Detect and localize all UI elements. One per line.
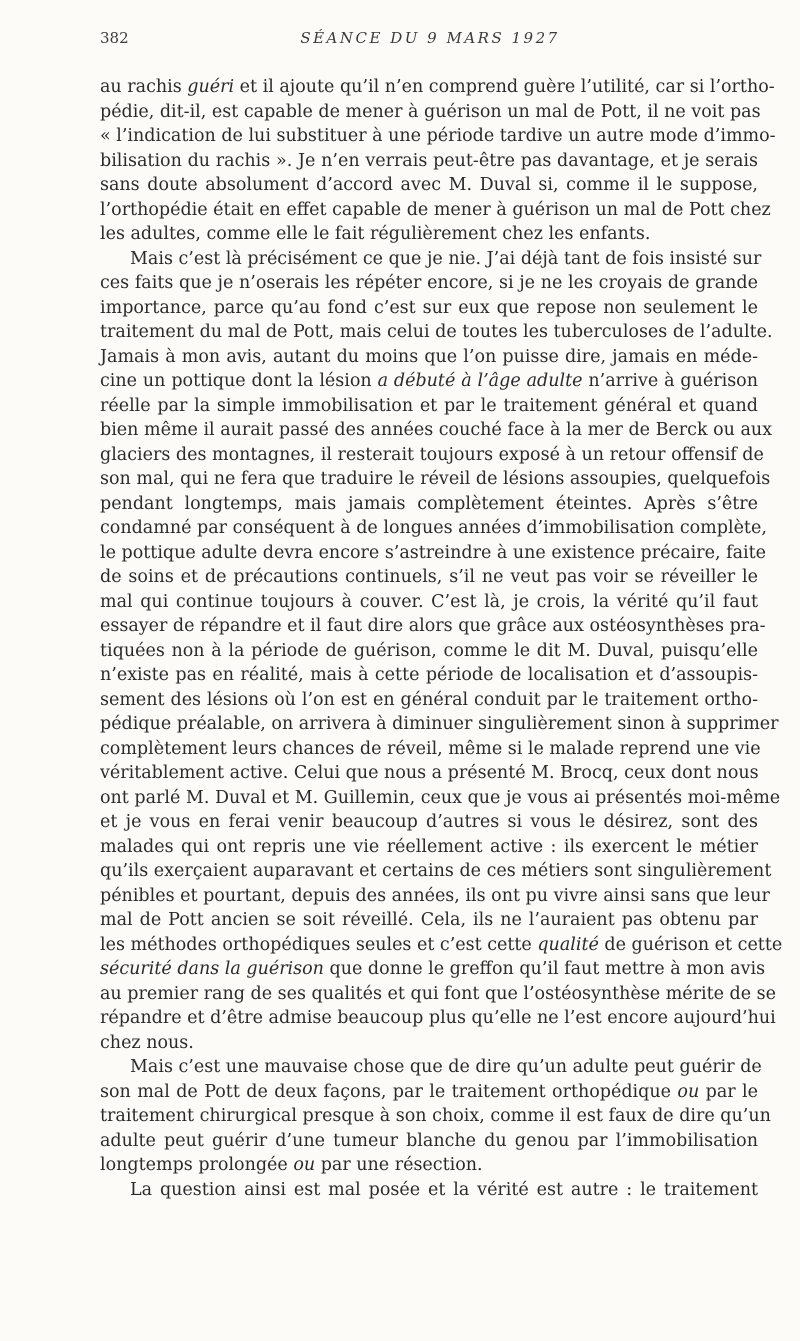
body-text [100, 75, 783, 1202]
text-span: chez nous. [100, 1032, 194, 1053]
text-line [100, 247, 762, 272]
text-line [100, 884, 770, 909]
running-head [100, 29, 760, 53]
text-line [100, 982, 777, 1007]
text-line [100, 418, 773, 443]
text-line [100, 712, 779, 737]
text-span: La question ainsi est mal posée et la vérité est autre : le traitement [130, 1179, 758, 1200]
text-span: l’orthopédie était en effet capable de mener à guérison un mal de Pott chez [100, 199, 771, 220]
text-line [100, 541, 767, 566]
text-span: adulte peut guérir d’une tumeur blanche du genou par l’immobilisation [100, 1130, 758, 1151]
text-span: de soins et de précautions continuels, s’il ne veut pas voir se réveiller le [100, 567, 758, 587]
text-span: le pottique adulte devra encore s’astreindre à une existence précaire, faite [100, 542, 767, 563]
text-span: n’existe pas en réalité, mais à cette période de localisation et d’assoupis- [100, 665, 758, 685]
text-line [100, 663, 758, 688]
text-line [100, 1055, 762, 1080]
text-span: longtemps prolongée [100, 1155, 294, 1175]
text-line [100, 394, 758, 419]
text-line [100, 443, 764, 468]
text-span: importance, parce qu’au fond c’est sur eux que repose non seulement le [100, 297, 758, 318]
text-span: pendant longtemps, mais jamais complètement éteintes. Après s’être [100, 493, 758, 514]
italic-text: qualité [537, 934, 599, 955]
text-line [100, 1104, 771, 1129]
text-line [100, 957, 766, 982]
text-line [100, 1129, 758, 1154]
text-span: condamné par conséquent à de longues années d’immobilisation complète, [100, 518, 767, 538]
text-span: pénibles et pourtant, depuis des années, ils ont pu vivre ainsi sans que leur [100, 885, 770, 906]
text-line [100, 173, 758, 198]
page-number: 382 [100, 29, 129, 47]
text-line [100, 516, 767, 541]
text-line [100, 271, 758, 296]
italic-text: sécurité dans la guérison [100, 959, 324, 979]
text-line [100, 296, 758, 321]
text-line [100, 198, 771, 223]
text-span: et il ajoute qu’il n’en comprend guère l’utilité, car si l’ortho- [234, 77, 775, 97]
text-line [100, 100, 761, 125]
text-line [100, 1178, 758, 1203]
text-span: les méthodes orthopédiques seules et c’est cette [100, 934, 538, 955]
text-span: répandre et d’être admise beaucoup plus qu’elle ne l’est encore aujourd’hui [100, 1008, 776, 1028]
text-span: malades qui ont repris une vie réellement active : ils exercent le métier [100, 836, 758, 857]
text-span: traitement du mal de Pott, mais celui de toutes les tuberculoses de l’adulte. [100, 322, 773, 342]
text-span: traitement chirurgical presque à son choix, comme il est faux de dire qu’un [100, 1106, 771, 1126]
text-span: par le [699, 1081, 758, 1102]
text-span: bilisation du rachis ». Je n’en verrais peut-être pas davantage, et je serais [100, 150, 758, 171]
text-span: glaciers des montagnes, il resterait toujours exposé à un retour offensif de [100, 444, 764, 465]
text-line [100, 786, 781, 811]
text-span: ces faits que je n’oserais les répéter encore, si je ne les croyais de grande [100, 273, 758, 293]
text-span: qu’ils exerçaient auparavant et certains de ces métiers sont singulièrement [100, 861, 772, 881]
text-line [100, 369, 758, 394]
text-line [100, 124, 776, 149]
text-span: sans doute absolument d’accord avec M. Duval si, comme il le suppose, [100, 175, 758, 195]
text-span: son mal, qui ne fera que traduire le réveil de lésions assoupies, quelquefois [100, 469, 771, 489]
text-line [100, 1031, 758, 1056]
italic-text: guéri [187, 77, 235, 97]
text-span: que donne le greffon qu’il faut mettre à mon avis [323, 959, 766, 979]
text-span: au premier rang de ses qualités et qui font que l’ostéosynthèse mérite de se [100, 983, 777, 1004]
text-span: pédique préalable, on arrivera à diminuer singulièrement sinon à supprimer [100, 714, 779, 734]
text-span: cine un pottique dont la lésion [100, 371, 378, 391]
italic-text: ou [293, 1155, 316, 1175]
text-line [100, 933, 783, 958]
text-line [100, 908, 758, 933]
text-span: Jamais à mon avis, autant du moins que l’on puisse dire, jamais en méde- [100, 346, 758, 367]
text-line [100, 1006, 776, 1031]
text-span: bien même il aurait passé des années couché face à la mer de Berck ou aux [100, 420, 773, 440]
text-span: véritablement active. Celui que nous a présenté M. Brocq, ceux dont nous [100, 763, 759, 783]
text-line [100, 737, 761, 762]
text-line [100, 222, 758, 247]
text-span: tiquées non à la période de guérison, comme le dit M. Duval, puisqu’elle [100, 640, 758, 661]
text-line [100, 565, 758, 590]
text-line [100, 639, 758, 664]
text-span: au rachis [100, 77, 188, 97]
text-span: et je vous en ferai venir beaucoup d’autres si vous le désirez, sont des [100, 812, 758, 832]
text-span: réelle par la simple immobilisation et par le traitement général et quand [100, 395, 758, 416]
text-span: de guérison et cette [598, 934, 783, 955]
text-span: essayer de répandre et il faut dire alors que grâce aux ostéosynthèses pra- [100, 616, 766, 636]
text-span: les adultes, comme elle le fait régulièrement chez les enfants. [100, 224, 651, 244]
text-line [100, 835, 758, 860]
text-span: pédie, dit-il, est capable de mener à guérison un mal de Pott, il ne voit pas [100, 101, 761, 122]
italic-text: a débuté à l’âge adulte [377, 371, 583, 391]
text-span: Mais c’est une mauvaise chose que de dire qu’un adulte peut guérir de [130, 1057, 762, 1077]
text-span: son mal de Pott de deux façons, par le traitement orthopédique [100, 1081, 678, 1102]
text-line [100, 810, 758, 835]
text-line [100, 590, 758, 615]
text-span: ont parlé M. Duval et M. Guillemin, ceux que je vous ai présentés moi-même [100, 787, 781, 808]
text-span: « l’indication de lui substituer à une période tardive un autre mode d’immo- [100, 126, 776, 146]
text-span: sement des lésions où l’on est en général conduit par le traitement ortho- [100, 689, 758, 710]
text-line [100, 761, 758, 786]
text-line [100, 859, 772, 884]
text-line [100, 75, 775, 100]
text-line [100, 149, 758, 174]
text-span: mal de Pott ancien se soit réveillé. Cela, ils ne l’auraient pas obtenu par [100, 910, 758, 930]
text-line [100, 320, 773, 345]
text-line [100, 688, 758, 713]
running-title: SÉANCE DU 9 MARS 1927 [300, 29, 560, 47]
text-span: n’arrive à guérison [582, 371, 758, 391]
text-line [100, 345, 758, 370]
text-line [100, 492, 758, 517]
text-span: par une résection. [315, 1155, 483, 1175]
italic-text: ou [677, 1081, 700, 1102]
text-line [100, 467, 771, 492]
text-line [100, 614, 766, 639]
text-span: mal qui continue toujours à couver. C’est là, je crois, la vérité qu’il faut [100, 591, 758, 612]
text-line [100, 1153, 758, 1178]
text-span: Mais c’est là précisément ce que je nie. J’ai déjà tant de fois insisté sur [130, 248, 762, 269]
text-span: complètement leurs chances de réveil, même si le malade reprend une vie [100, 738, 761, 759]
text-line [100, 1080, 758, 1105]
